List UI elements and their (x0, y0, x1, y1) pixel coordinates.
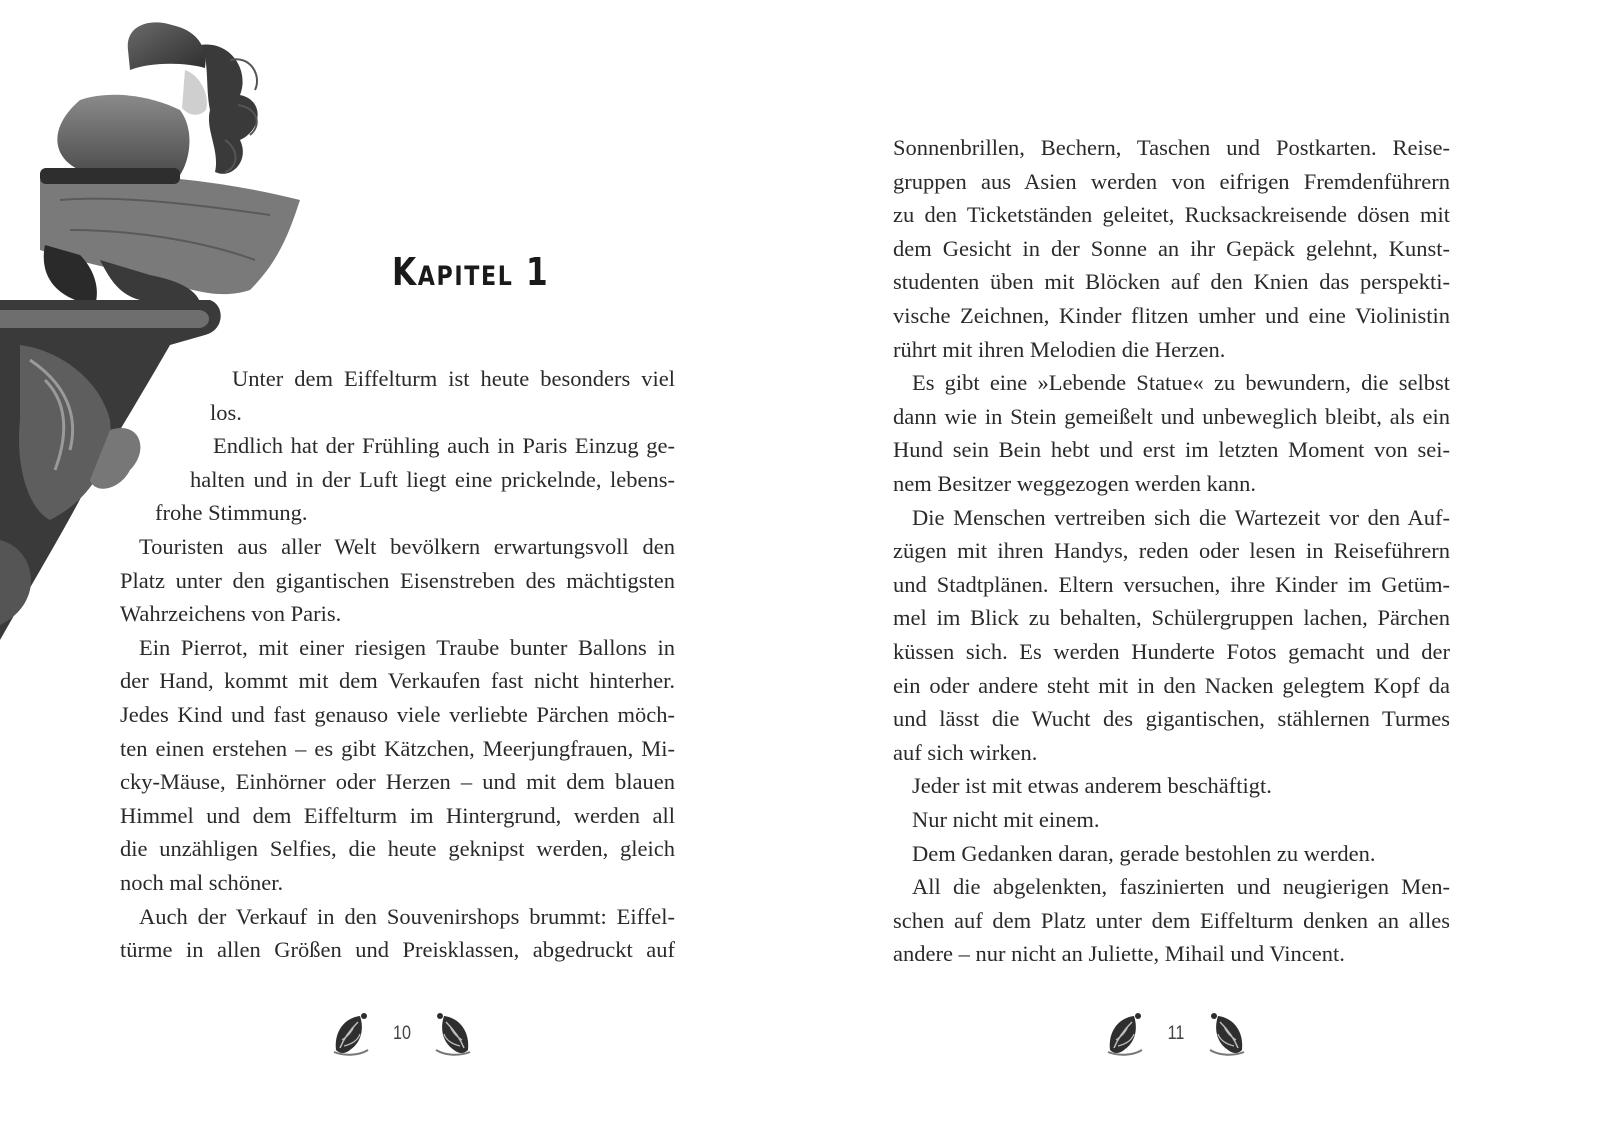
text-line: cky-Mäuse, Einhörner oder Herzen – und mit dem blauen (120, 769, 675, 795)
text-line: noch mal schöner. (120, 870, 284, 895)
chapter-title: Kapitel 1 (392, 250, 550, 294)
text-line: Touristen aus aller Welt bevölkern erwartungsvoll den (139, 534, 675, 559)
left-page-folio (330, 1010, 474, 1058)
text-line: Jeder ist mit etwas anderem beschäftigt. (912, 773, 1272, 799)
text-line: und Stadtplänen. Eltern versuchen, ihre Kinder im Getüm- (893, 571, 1450, 597)
text-line: dem Gesicht in der Sonne an ihr Gepäck gelehnt, Kunst- (893, 235, 1450, 261)
text-line: Wahrzeichens von Paris. (120, 601, 342, 627)
text-line: auf sich wirken. (893, 739, 1038, 765)
leaf-ornament-icon (1104, 1010, 1146, 1058)
text-line: studenten üben mit Blöcken auf den Knien das perspekti- (893, 269, 1450, 295)
text-line: Ein Pierrot, mit einer riesigen Traube bunter Ballons in (139, 634, 675, 660)
text-line: All die abgelenkten, faszinierten und neugierigen Men- (912, 874, 1450, 900)
text-line: gruppen aus Asien werden von eifrigen Fremdenführern (893, 168, 1450, 194)
leaf-ornament-icon (330, 1010, 372, 1058)
text-line: nem Besitzer weggezogen werden kann. (893, 471, 1256, 496)
text-line: Unter dem Eiffelturm ist heute besonders viel (232, 366, 675, 391)
page-number: 10 (393, 1023, 411, 1044)
text-line: Es gibt eine »Lebende Statue« zu bewundern, die selbst (912, 370, 1450, 396)
text-line: zu den Ticketständen geleitet, Rucksackreisende dösen mit (893, 202, 1450, 228)
text-line: Sonnenbrillen, Bechern, Taschen und Postkarten. Reise- (893, 135, 1450, 160)
text-line: rührt mit ihren Melodien die Herzen. (893, 336, 1226, 362)
text-line: ein oder andere steht mit in den Nacken gelegtem Kopf da (893, 672, 1450, 698)
text-line: vische Zeichnen, Kinder flitzen umher und eine Violinistin (893, 303, 1450, 328)
text-line: türme in allen Größen und Preisklassen, abgedruckt auf (120, 937, 675, 963)
right-page-folio (1104, 1010, 1248, 1058)
text-line: die unzähligen Selfies, die heute geknipst werden, gleich (120, 836, 675, 862)
text-line: der Hand, kommt mit dem Verkaufen fast nicht hinterher. (120, 668, 675, 694)
text-line: andere – nur nicht an Juliette, Mihail und Vincent. (893, 941, 1345, 967)
text-line: dann wie in Stein gemeißelt und unbeweglich bleibt, als ein (893, 403, 1450, 429)
page-number: 11 (1167, 1023, 1185, 1044)
text-line: schen auf dem Platz unter dem Eiffelturm denken an alles (893, 907, 1450, 933)
text-line: Die Menschen vertreiben sich die Wartezeit vor den Auf- (912, 504, 1450, 530)
right-page (800, 0, 1600, 1131)
leaf-ornament-icon (1206, 1010, 1248, 1058)
text-line: und lässt die Wucht des gigantischen, stählernen Turmes (893, 706, 1450, 732)
text-line: frohe Stimmung. (155, 500, 308, 526)
text-line: Platz unter den gigantischen Eisenstreben des mächtigsten (120, 567, 675, 593)
text-line: zügen mit ihren Handys, reden oder lesen in Reiseführern (893, 538, 1450, 564)
text-line: halten und in der Luft liegt eine prickelnde, lebens- (190, 466, 675, 492)
text-line: Auch der Verkauf in den Souvenirshops brummt: Eiffel- (139, 903, 675, 929)
text-line: Jedes Kind und fast genauso viele verliebte Pärchen möch- (120, 702, 675, 727)
text-line: Himmel und dem Eiffelturm im Hintergrund, werden all (120, 802, 675, 828)
text-line: Hund sein Bein hebt und erst im letzten Moment von sei- (893, 437, 1450, 463)
text-line: ten einen erstehen – es gibt Kätzchen, Meerjungfrauen, Mi- (120, 735, 675, 761)
text-line: Endlich hat der Frühling auch in Paris Einzug ge- (213, 433, 675, 459)
text-line: los. (210, 399, 242, 425)
text-line: mel im Blick zu behalten, Schülergruppen lachen, Pärchen (893, 605, 1450, 631)
text-line: Dem Gedanken daran, gerade bestohlen zu werden. (912, 840, 1376, 866)
leaf-ornament-icon (432, 1010, 474, 1058)
text-line: küssen sich. Es werden Hunderte Fotos gemacht und der (893, 639, 1450, 664)
text-line: Nur nicht mit einem. (912, 807, 1100, 832)
